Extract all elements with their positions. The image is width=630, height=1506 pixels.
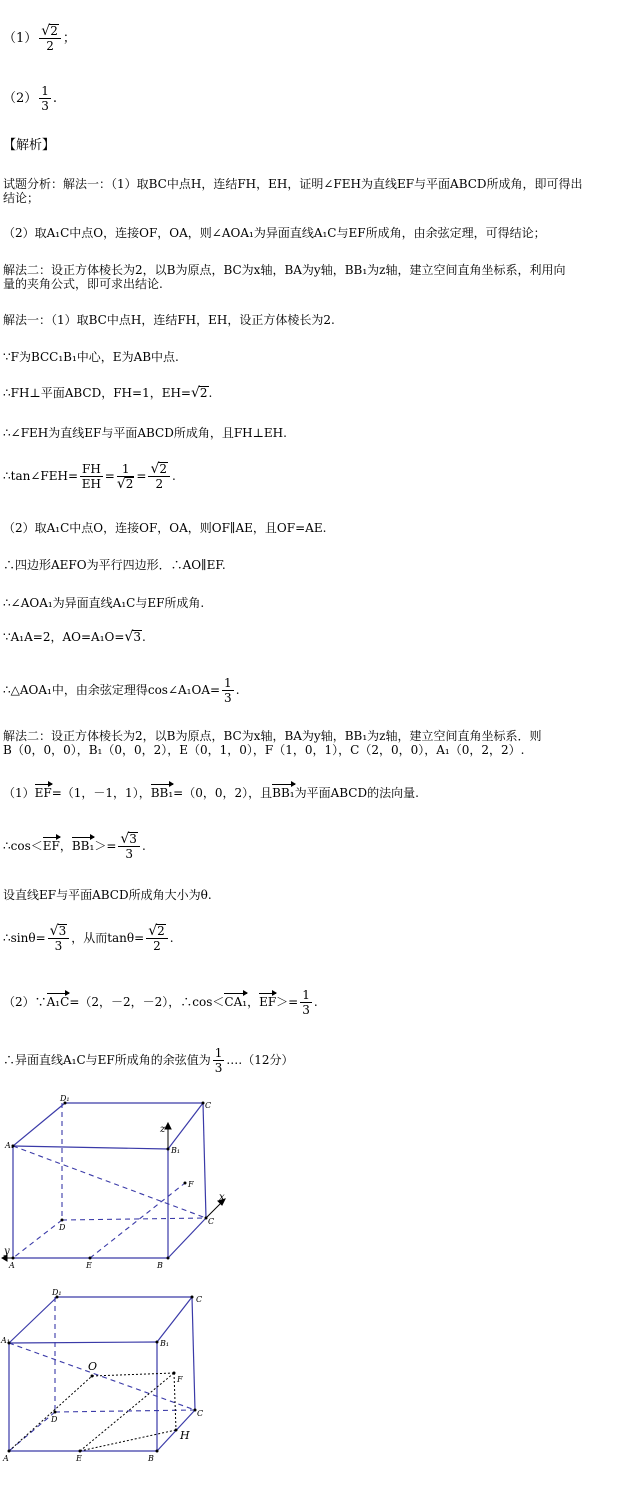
sol2-l8-b: .…（12分） bbox=[226, 1053, 294, 1067]
sol1-line-9-end: . bbox=[141, 630, 146, 644]
label-a: A bbox=[3, 1454, 9, 1463]
sol1-line-10 bbox=[3, 676, 240, 705]
frac-num: √3 bbox=[118, 832, 140, 847]
label-h: H bbox=[180, 1429, 190, 1442]
label-e: E bbox=[76, 1454, 82, 1463]
frac-den-rad: 2 bbox=[125, 477, 134, 491]
label-d: D bbox=[51, 1415, 58, 1424]
frac-num: FH bbox=[82, 462, 101, 476]
sol1-line-7: ∴四边形AEFO为平行四边形．∴AO∥EF. bbox=[3, 558, 226, 572]
sol2-line-3 bbox=[3, 783, 419, 801]
sol1-line-4: ∴∠FEH为直线EF与平面ABCD所成角，且FH⊥EH. bbox=[3, 426, 287, 440]
answer-2-fraction bbox=[39, 84, 51, 113]
sol1-line-3: ∴FH⊥平面ABCD，FH=1，EH=√2. bbox=[3, 385, 213, 401]
sol2-l6-c: . bbox=[169, 931, 174, 945]
sol2-l4-a: ∴cos＜ bbox=[3, 839, 43, 853]
sol1-line-6: （2）取A₁C中点O，连接OF，OA，则OF∥AE，且OF=AE. bbox=[3, 521, 327, 535]
label-c1: C bbox=[205, 1101, 212, 1110]
analysis-line-1: 试题分析：解法一：（1）取BC中点H，连结FH，EH，证明∠FEH为直线EF与平面ABCD所成角，即可得出 bbox=[3, 177, 583, 191]
sol2-frac-sqrt3-3 bbox=[118, 832, 140, 861]
frac-num: 1 bbox=[224, 676, 232, 690]
sol1-tan-text: ∴tan∠FEH= bbox=[3, 469, 78, 483]
sol1-line-10-text: ∴△AOA₁中，由余弦定理得cos∠A₁OA= bbox=[3, 683, 221, 697]
frac-den: 3 bbox=[54, 939, 63, 953]
frac-num-rad: 3 bbox=[58, 924, 67, 938]
sol2-l8-a: ∴异面直线A₁C与EF所成角的余弦值为 bbox=[3, 1053, 211, 1067]
vector-a1c: A₁C bbox=[47, 992, 70, 1010]
frac-den: 3 bbox=[125, 847, 133, 861]
sol1-cos-frac bbox=[222, 676, 234, 705]
sol2-l7-c: ， bbox=[247, 995, 260, 1009]
sol2-l4-e: . bbox=[141, 839, 146, 853]
sol2-l3-c: =（0，0，2），且 bbox=[173, 786, 273, 800]
answer-1-label: （1） bbox=[3, 31, 38, 46]
label-b1: B₁ bbox=[171, 1146, 181, 1155]
label-b: B bbox=[148, 1454, 154, 1463]
sol2-final-frac bbox=[213, 1046, 225, 1075]
cube-1-hidden-edges bbox=[13, 1103, 206, 1258]
cube-1-axes bbox=[2, 1123, 225, 1261]
label-a: A bbox=[9, 1261, 15, 1270]
answer-1 bbox=[3, 24, 76, 53]
sol1-line-10-end: . bbox=[235, 683, 240, 697]
frac-den: 3 bbox=[214, 1061, 223, 1075]
sol2-l3-a: （1） bbox=[3, 786, 35, 800]
sol2-line-1: 解法二：设正方体棱长为2，以B为原点，BC为x轴，BA为y轴，BB₁为z轴，建立空间直角坐标系．则 bbox=[3, 729, 542, 743]
cube-2-edges bbox=[9, 1297, 195, 1451]
answer-1-den: 2 bbox=[46, 39, 54, 53]
label-d1: D₁ bbox=[60, 1094, 70, 1103]
frac-den: 3 bbox=[302, 1003, 310, 1017]
frac-num-rad: 2 bbox=[157, 924, 165, 938]
frac-num: √3 bbox=[48, 924, 70, 939]
sol2-l7-f: . bbox=[313, 995, 318, 1009]
sol1-line-9: ∵A₁A=2，AO=A₁O=√3. bbox=[3, 629, 146, 645]
answer-1-fraction: $\frac{√2}{2}$ bbox=[39, 24, 61, 53]
sol1-sqrt-2: 2 bbox=[199, 386, 208, 400]
vector-ef: EF bbox=[35, 783, 52, 801]
label-x: x bbox=[219, 1192, 225, 1203]
cube-figure-2 bbox=[0, 1285, 240, 1495]
sol2-l7-a: （2）∵ bbox=[3, 995, 47, 1009]
label-b: B bbox=[157, 1261, 163, 1270]
vector-bb1: BB₁ bbox=[72, 836, 94, 854]
vector-bb1: BB₁ bbox=[151, 783, 173, 801]
label-d1: D₁ bbox=[52, 1288, 62, 1297]
eq-sign: = bbox=[136, 469, 147, 483]
label-b1: B₁ bbox=[160, 1339, 170, 1348]
cube-1-points bbox=[12, 1102, 208, 1260]
sol1-line-3-text: ∴FH⊥平面ABCD，FH=1，EH= bbox=[3, 386, 191, 400]
sol1-line-5 bbox=[3, 462, 176, 491]
sol1-line-5-end: . bbox=[172, 469, 176, 483]
sol2-cos-frac bbox=[300, 988, 312, 1017]
frac-den: 3 bbox=[224, 691, 232, 705]
analysis-line-1b: 结论； bbox=[3, 191, 40, 205]
label-c: C bbox=[208, 1217, 215, 1226]
section-title: 【解析】 bbox=[3, 138, 56, 153]
sol1-frac-sqrt2-2 bbox=[148, 462, 170, 491]
eq-sign: = bbox=[104, 469, 115, 483]
sol2-l6-b: ，从而tanθ= bbox=[71, 931, 145, 945]
label-y: y bbox=[4, 1246, 10, 1257]
analysis-line-3b: 量的夹角公式，即可求出结论. bbox=[3, 277, 163, 291]
label-d: D bbox=[59, 1223, 66, 1232]
frac-num-rad: 2 bbox=[159, 462, 168, 476]
label-a1: A₁ bbox=[1, 1336, 10, 1345]
label-z: z bbox=[160, 1124, 166, 1135]
answer-1-suffix: ； bbox=[62, 31, 76, 46]
sol1-frac-1-sqrt2 bbox=[117, 462, 135, 491]
sol2-line-6 bbox=[3, 924, 174, 953]
label-f: F bbox=[188, 1180, 194, 1189]
answer-2-den: 3 bbox=[41, 99, 49, 113]
analysis-line-2: （2）取A₁C中点O，连接OF，OA，则∠AOA₁为异面直线A₁C与EF所成角，由余弦定理，可得结论； bbox=[3, 226, 546, 240]
cube-2-points bbox=[8, 1296, 197, 1453]
cube-2-hidden-edges bbox=[9, 1297, 195, 1451]
vector-ca1: CA₁ bbox=[224, 992, 247, 1010]
sol1-sqrt-3: 3 bbox=[133, 630, 141, 644]
sol2-l7-d: ＞= bbox=[276, 995, 299, 1009]
frac-den: EH bbox=[81, 477, 102, 491]
sol1-line-8: ∴∠AOA₁为异面直线A₁C与EF所成角. bbox=[3, 596, 205, 610]
sol1-line-1: 解法一：（1）取BC中点H，连结FH，EH，设正方体棱长为2. bbox=[3, 313, 335, 327]
sol2-l6-a: ∴sinθ= bbox=[3, 931, 46, 945]
sol2-l3-d: 为平面ABCD的法向量. bbox=[294, 786, 419, 800]
sol2-sin-frac bbox=[48, 924, 70, 953]
cube-figure-1 bbox=[0, 1088, 240, 1273]
sol1-line-9-text: ∵A₁A=2，AO=A₁O= bbox=[3, 630, 125, 644]
answer-2-label: （2） bbox=[3, 91, 38, 106]
answer-1-num: 2 bbox=[50, 24, 58, 38]
cube-1-edges bbox=[13, 1103, 206, 1258]
frac-num: 1 bbox=[214, 1046, 223, 1060]
sol2-line-8 bbox=[3, 1046, 293, 1075]
sol1-frac-fh-eh bbox=[80, 462, 103, 491]
label-a1: A₁ bbox=[5, 1141, 14, 1150]
sol1-line-2: ∵F为BCC₁B₁中心，E为AB中点. bbox=[3, 350, 179, 364]
sol2-l4-c: ＞= bbox=[94, 839, 117, 853]
frac-num: √2 bbox=[146, 924, 168, 939]
vector-ef: EF bbox=[259, 992, 276, 1010]
frac-den: √2 bbox=[116, 476, 134, 492]
sol2-tan-frac bbox=[146, 924, 168, 953]
vector-bb1: BB₁ bbox=[272, 783, 294, 801]
sol2-l4-b: ， bbox=[59, 839, 72, 853]
label-c1: C bbox=[196, 1295, 203, 1304]
vector-ef: EF bbox=[43, 836, 60, 854]
label-f: F bbox=[177, 1375, 183, 1384]
label-o: O bbox=[88, 1360, 98, 1373]
sol1-line-3-end: . bbox=[208, 386, 213, 400]
frac-num: √2 bbox=[148, 462, 170, 477]
frac-num: 1 bbox=[302, 988, 310, 1002]
answer-2 bbox=[3, 84, 57, 113]
label-c: C bbox=[197, 1409, 204, 1418]
sol2-l3-b: =（1，－1，1）， bbox=[51, 786, 151, 800]
frac-num: 1 bbox=[117, 462, 135, 477]
sol2-line-4 bbox=[3, 832, 146, 861]
frac-num-rad: 3 bbox=[129, 832, 137, 846]
answer-2-num: 1 bbox=[41, 84, 49, 98]
sol2-line-5: 设直线EF与平面ABCD所成角大小为θ. bbox=[3, 888, 212, 902]
sol2-line-2: B（0，0，0），B₁（0，0，2），E（0，1，0），F（1，0，1），C（2，0，0），A₁（0，2，2）. bbox=[3, 743, 525, 757]
analysis-line-3: 解法二：设正方体棱长为2，以B为原点，BC为x轴，BA为y轴，BB₁为z轴，建立空间直角坐标系，利用向 bbox=[3, 263, 566, 277]
frac-den: 2 bbox=[153, 939, 161, 953]
sol2-l7-b: =（2，－2，－2），∴cos＜ bbox=[69, 995, 225, 1009]
sol2-line-7 bbox=[3, 988, 318, 1017]
label-e: E bbox=[86, 1261, 92, 1270]
answer-2-suffix: . bbox=[52, 91, 58, 106]
frac-den: 2 bbox=[155, 477, 164, 491]
